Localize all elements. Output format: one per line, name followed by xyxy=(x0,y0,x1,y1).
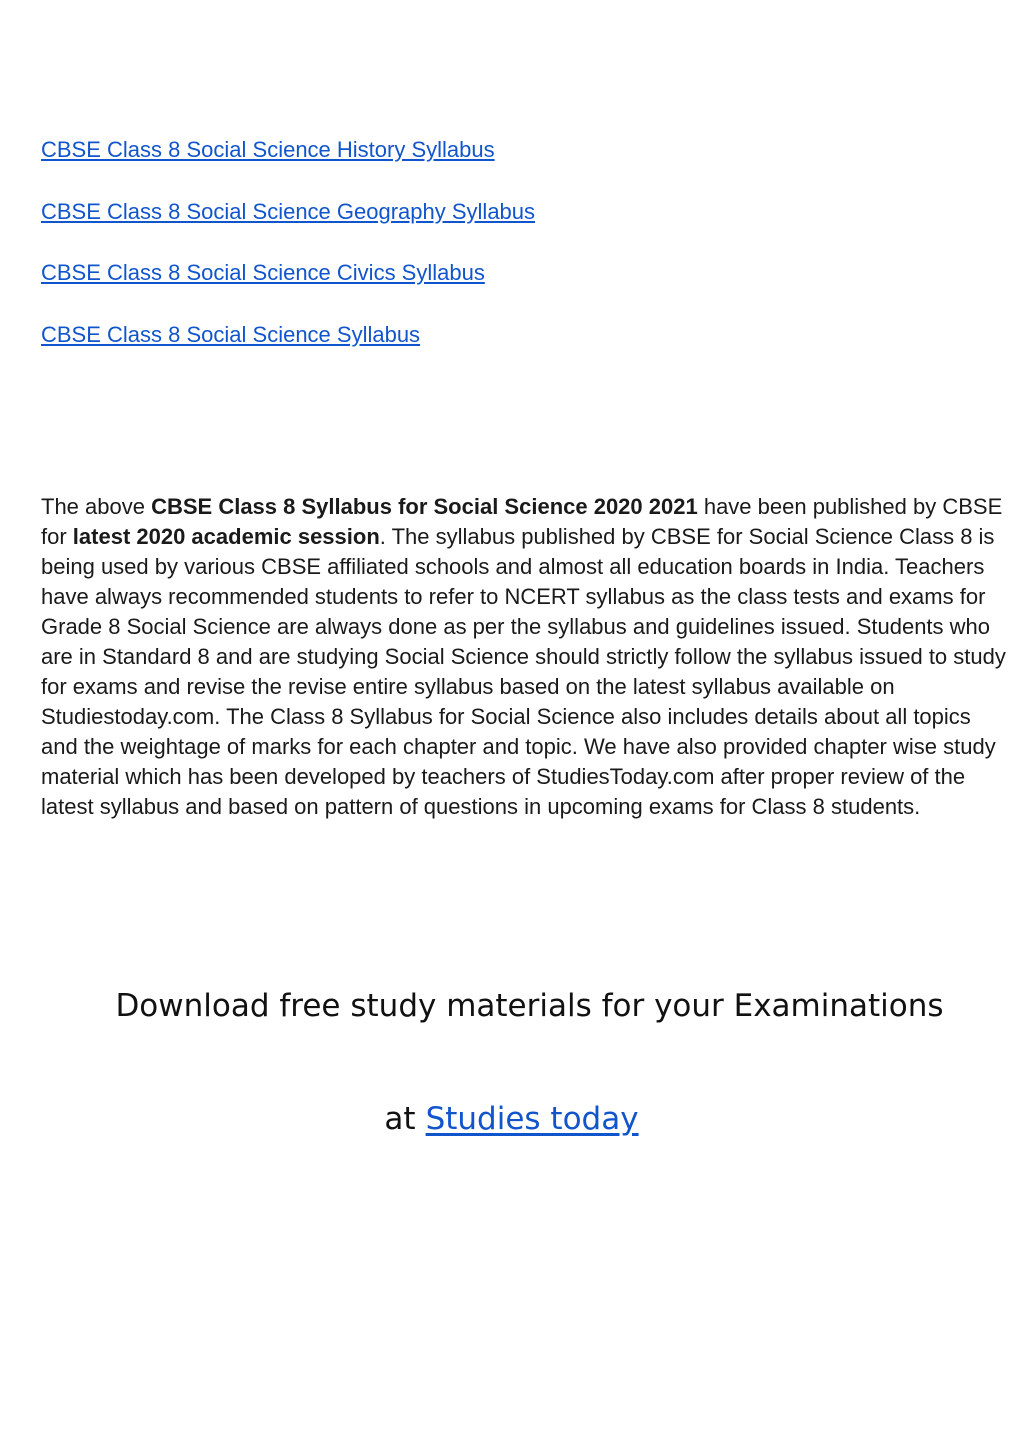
paragraph-bold-2: latest 2020 academic session xyxy=(72,524,380,549)
at-prefix: at xyxy=(384,1101,416,1137)
history-syllabus-link[interactable]: CBSE Class 8 Social Science History Syllabus xyxy=(41,137,495,162)
syllabus-links-list xyxy=(41,136,535,382)
paragraph-text-3: . The syllabus published by CBSE for Social Science Class 8 is being used by various CBSE affiliated schools and almost all education boards in India. Teachers have always recommended students to refer to NCERT syllabus as the class tests and exams for Grade 8 Social Science are always done as per the syllabus and guidelines issued. Students who are in Standard 8 and are studying Social Science should strictly follow the syllabus issued to study for exams and revise the revise entire syllabus based on the latest syllabus available on Studiestoday.com. The Class 8 Syllabus for Social Science also includes details about all topics and the weightage of marks for each chapter and topic. We have also provided chapter wise study material which has been developed by teachers of StudiesToday.com after proper review of the latest syllabus and based on pattern of questions in upcoming exams for Class 8 students. xyxy=(41,524,1006,819)
paragraph-text-2: have been published by CBSE for xyxy=(41,494,1003,549)
paragraph-bold-1: CBSE Class 8 Syllabus for Social Science 2020 2021 xyxy=(151,494,698,519)
studies-today-link[interactable]: Studies today xyxy=(425,1101,639,1137)
paragraph-text-1: The above xyxy=(41,494,152,519)
download-heading: Download free study materials for your Examinations xyxy=(115,988,944,1024)
social-science-syllabus-link[interactable]: CBSE Class 8 Social Science Syllabus xyxy=(41,321,421,347)
civics-syllabus-link[interactable]: CBSE Class 8 Social Science Civics Syllabus xyxy=(41,260,485,285)
description-paragraph xyxy=(41,492,1011,822)
studies-today-line xyxy=(0,1101,1023,1137)
geography-syllabus-link[interactable]: CBSE Class 8 Social Science Geography Syllabus xyxy=(41,198,536,224)
